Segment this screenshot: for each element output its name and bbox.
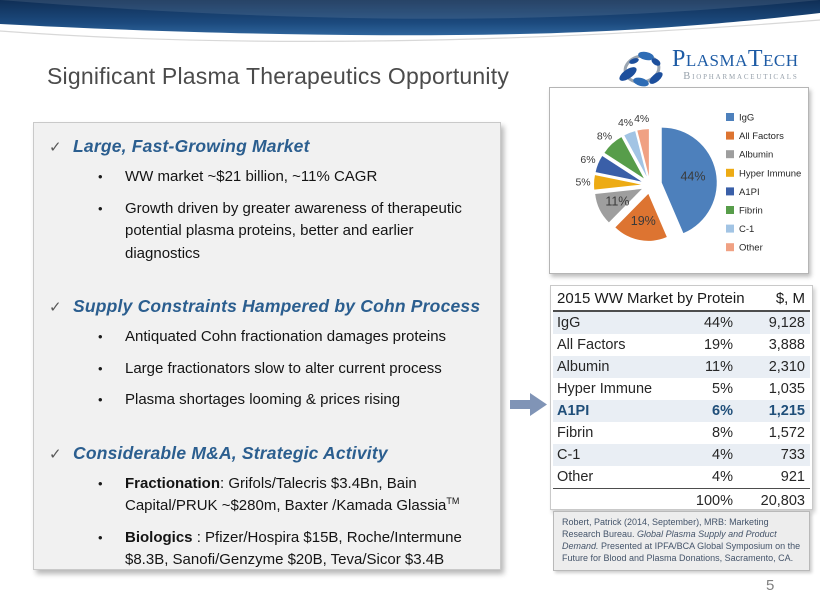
table-header-right: $, M xyxy=(775,290,805,307)
bullet-text: Fractionation: Grifols/Talecris $3.4Bn, Bain Capital/PRUK ~$280m, Baxter /Kamada Glassia™ xyxy=(125,474,460,514)
panel-section xyxy=(49,443,490,572)
page-number: 5 xyxy=(766,577,775,594)
row-protein-name: Albumin xyxy=(557,359,610,375)
slide-title: Significant Plasma Therapeutics Opportunity xyxy=(47,63,510,89)
row-percent: 19% xyxy=(703,337,733,353)
table-row xyxy=(553,444,810,466)
bullet-item xyxy=(98,358,490,381)
bullet-item xyxy=(98,326,490,349)
row-protein-name: Hyper Immune xyxy=(557,381,653,397)
legend-swatch-A1PI xyxy=(726,187,734,195)
section-heading xyxy=(49,443,490,464)
panel-section xyxy=(49,296,490,412)
bullet-dot-icon: • xyxy=(98,169,103,184)
logo-name: PlasmaTech xyxy=(672,46,799,72)
citation-pre: Robert, Patrick (2014, September), MRB: Marketing Research Bureau. xyxy=(562,517,769,539)
bullet-text: Biologics : Pfizer/Hospira $15B, Roche/Intermune $8.3B, Sanofi/Genzyme $20B, Teva/Sicor $3.4B xyxy=(125,528,462,568)
row-value: 3,888 xyxy=(768,337,805,353)
section-heading xyxy=(49,296,490,317)
row-value: 733 xyxy=(780,447,805,463)
highlight-arrow-icon xyxy=(510,392,548,417)
table-row xyxy=(553,312,810,334)
section-title: Considerable M&A, Strategic Activity xyxy=(73,442,388,463)
table-row xyxy=(553,400,810,422)
legend-swatch-Hyper Immune xyxy=(726,169,734,177)
bullet-dot-icon: • xyxy=(98,360,103,376)
row-value: 9,128 xyxy=(768,315,805,331)
legend-swatch-Other xyxy=(726,243,734,251)
legend-label-A1PI: A1PI xyxy=(739,186,760,198)
bullet-text: Plasma shortages looming & prices rising xyxy=(125,391,401,408)
table-row xyxy=(553,378,810,400)
checkmark-icon: ✓ xyxy=(49,445,62,463)
pie-chart xyxy=(550,88,806,271)
bullet-dot-icon: • xyxy=(98,475,103,491)
legend-label-Fibrin: Fibrin xyxy=(739,205,763,217)
bullet-item xyxy=(98,389,490,412)
row-protein-name: Other xyxy=(557,469,594,485)
market-table xyxy=(550,285,813,510)
table-body xyxy=(553,312,810,488)
legend-label-Albumin: Albumin xyxy=(739,149,774,161)
logo-subtitle: Biopharmaceuticals xyxy=(683,71,799,82)
section-heading xyxy=(49,136,490,157)
panel-section xyxy=(49,136,490,265)
row-protein-name: All Factors xyxy=(557,337,626,353)
bullet-item xyxy=(98,166,490,189)
legend-swatch-All Factors xyxy=(726,132,734,140)
bullet-text: WW market ~$21 billion, ~11% CAGR xyxy=(125,168,378,185)
pie-label-Hyper Immune: 5% xyxy=(575,176,591,189)
pie-label-A1PI: 6% xyxy=(580,154,596,167)
row-percent: 5% xyxy=(712,381,733,397)
row-value: 1,215 xyxy=(768,403,805,419)
table-row xyxy=(553,466,810,488)
bullet-dot-icon: • xyxy=(98,529,103,545)
bullet-item xyxy=(98,527,490,572)
citation-italic-title: Global Plasma Supply and Product Demand. xyxy=(562,528,777,551)
table-row xyxy=(553,422,810,444)
checkmark-icon: ✓ xyxy=(49,299,62,316)
total-value: 20,803 xyxy=(760,493,805,509)
legend-swatch-Fibrin xyxy=(726,206,734,214)
row-value: 1,572 xyxy=(768,425,805,441)
bullet-item xyxy=(98,473,490,518)
bullet-panel xyxy=(33,122,501,570)
bullet-text: Large fractionators slow to alter current process xyxy=(125,359,442,377)
row-percent: 6% xyxy=(712,403,733,419)
row-percent: 44% xyxy=(703,315,733,331)
row-protein-name: A1PI xyxy=(557,403,590,419)
pie-label-IgG: 44% xyxy=(680,169,706,184)
bullet-dot-icon: • xyxy=(98,200,103,216)
row-percent: 4% xyxy=(712,447,733,463)
logo-text xyxy=(672,48,799,82)
pie-label-C-1: 4% xyxy=(617,117,634,130)
row-protein-name: Fibrin xyxy=(557,425,594,441)
legend-label-C-1: C-1 xyxy=(739,224,755,236)
legend-label-IgG: IgG xyxy=(739,112,755,124)
bullet-text: Antiquated Cohn fractionation damages proteins xyxy=(125,328,447,345)
citation-post: Presented at IPFA/BCA Global Symposium on the Future for Blood and Plasma Donations, Sacramento, CA. xyxy=(562,540,801,563)
pie-label-Fibrin: 8% xyxy=(596,130,613,143)
table-row xyxy=(553,334,810,356)
bullet-dot-icon: • xyxy=(98,392,103,407)
bullet-dot-icon: • xyxy=(98,329,103,344)
citation-box xyxy=(553,511,810,571)
row-value: 921 xyxy=(780,469,805,485)
bullet-text: Growth driven by greater awareness of therapeutic potential plasma proteins, better and earlier diagnostics xyxy=(125,199,462,262)
bullet-item xyxy=(98,198,490,266)
legend-label-Other: Other xyxy=(739,242,763,254)
pie-label-Other: 4% xyxy=(634,113,650,126)
table-header xyxy=(553,287,810,312)
pie-chart-box xyxy=(549,87,809,274)
table-row xyxy=(553,356,810,378)
total-percent: 100% xyxy=(695,493,733,509)
pie-label-All Factors: 19% xyxy=(630,214,656,229)
section-title: Supply Constraints Hampered by Cohn Process xyxy=(73,296,481,316)
section-title: Large, Fast-Growing Market xyxy=(73,136,310,156)
legend-label-Hyper Immune: Hyper Immune xyxy=(739,168,802,180)
table-header-left: 2015 WW Market by Protein xyxy=(557,290,745,307)
row-percent: 4% xyxy=(712,469,733,485)
legend-swatch-IgG xyxy=(726,113,734,121)
table-total-row xyxy=(553,489,810,513)
row-protein-name: IgG xyxy=(557,315,581,331)
legend-swatch-Albumin xyxy=(726,150,734,158)
row-percent: 11% xyxy=(705,359,733,375)
checkmark-icon: ✓ xyxy=(49,139,62,156)
row-value: 2,310 xyxy=(768,359,805,375)
legend-swatch-C-1 xyxy=(726,225,734,233)
pie-label-Albumin: 11% xyxy=(605,194,630,209)
row-value: 1,035 xyxy=(768,381,805,397)
row-percent: 8% xyxy=(712,425,733,441)
row-protein-name: C-1 xyxy=(557,447,581,463)
legend-label-All Factors: All Factors xyxy=(739,131,784,143)
